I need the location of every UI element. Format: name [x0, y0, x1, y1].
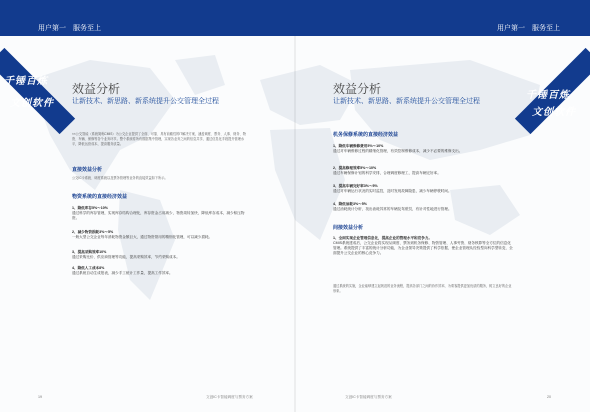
right-item-1-text: 通过对车辆维修过程的精细化管理，有效控制维修成本，减少不必要的维修支出。 [333, 149, 463, 153]
brand-line1-left: 千锤百炼 [4, 76, 48, 87]
right-item-3-title: 3、提高车辆完好率3%～5% [333, 184, 378, 188]
right-section2-block [333, 236, 513, 256]
right-footer-text: 文创IC卡智能调度与票务方案 [345, 395, 392, 399]
right-section2-text: CMIS系统建成后，公交企业将实现从调度、票务到机务保修、物资管理、人事劳资、财务核算等全方位的信息化管理。系统提供了丰富的统计分析功能，为企业领导决策提供了科学依据，使企业管理从经验型向科学型转变，全面提升公交企业的核心竞争力。 [333, 241, 513, 255]
header-slogan-left: 用户第一 服务至上 [38, 25, 101, 32]
right-page-subtitle: 让新技术、新思路、新系统提升公交管理全过程 [333, 98, 480, 105]
right-item-2-text: 通过车辆保修计划的科学安排，合理调度修理工，提高车辆完好率。 [333, 171, 441, 175]
left-sub-heading: 物资系统的直接经济效益 [72, 194, 128, 200]
left-page-number: 19 [38, 395, 42, 399]
right-page [295, 0, 590, 412]
right-page-title: 效益分析 [333, 82, 382, 96]
left-page-subtitle: 让新技术、新思路、新系统提升公交管理全过程 [72, 98, 219, 105]
right-item-4-text: 通过油耗统计分析，找出油耗异常的车辆及驾驶员，有针对性地进行管理。 [333, 207, 452, 211]
left-item-1-title: 1、降低库存5%～10% [72, 206, 108, 210]
left-item-1-text: 通过科学的库存管理，实现库存结构合理化，库存资金占用减少，物资周转加快，降低库存成本，减少积压物资。 [72, 211, 245, 220]
right-page-number: 20 [547, 395, 551, 399]
right-section2-heading: 间接效益分析 [333, 225, 364, 231]
left-intro-paragraph: ××公交智能（系统简称CMIS）为公交企业提供了全面、可靠、具有前瞻性的IT解决方案，涵盖调度、票务、人事、财务、物资、车辆、保修等各个业务环节。整个系统将所有数据集中管理，实现各业务之间的信息共享，通过信息化手段提升管理水平，降低运营成本，提高服务质量。 [72, 132, 246, 146]
right-item-1-title: 1、降低车辆维修费用5%～10% [333, 144, 384, 148]
right-item-4-title: 4、降低油耗3%～5% [333, 202, 367, 206]
right-item-2-title: 2、提高修理效率5%～10% [333, 166, 377, 170]
right-item-3-text: 通过对车辆运行状况的实时监控，及时发现故障隐患，减少车辆停驶时间。 [333, 189, 452, 193]
left-item-3-title: 3、提高采购效率10% [72, 250, 107, 254]
left-item-4 [72, 266, 250, 276]
left-section-heading: 直接效益分析 [72, 167, 103, 173]
header-slogan-right: 用户第一 服务至上 [497, 25, 560, 32]
right-item-4 [333, 202, 503, 212]
left-item-2-text: 一般大型公交企业每年消耗物资金额巨大，通过物资领用的精细化管理，可以减少损耗。 [72, 235, 213, 239]
right-item-2 [333, 166, 503, 176]
right-section2-text2: 通过系统的实施，企业能够建立起规范的业务流程，提高各部门之间的协作效率，为乘客提供更加优质的服务，树立良好的企业形象。 [333, 284, 512, 293]
brand-line1-right: 千锤百炼 [526, 90, 570, 101]
left-footer-text: 文创IC卡智能调度与票务方案 [206, 395, 253, 399]
right-item-1 [333, 144, 503, 154]
left-item-4-title: 4、降低人工成本8% [72, 266, 105, 270]
left-section-text: 公交IC卡系统、调度系统以及票务管理等业务的直接效益如下所示。 [72, 176, 168, 180]
brand-line2-right: 文创软件 [532, 107, 576, 118]
left-item-1 [72, 206, 250, 221]
left-page-title: 效益分析 [72, 82, 121, 96]
left-item-3 [72, 250, 250, 260]
left-item-4-text: 通过系统自动生成报表，减少手工统计工作量，提高工作效率。 [72, 271, 173, 275]
right-item-3 [333, 184, 503, 194]
right-section2-item-title: 1、全面实现企业管理信息化，提高企业的管理水平和竞争力。 [333, 236, 433, 240]
brand-line2-left: 文创软件 [10, 98, 54, 109]
left-item-3-text: 通过采购比价、供应商管理等功能，提高采购效率，节约采购成本。 [72, 255, 180, 259]
right-section-heading: 机务保修系统的直接经济效益 [333, 132, 399, 138]
left-item-2-title: 2、减少物资损耗3%～5% [72, 230, 114, 234]
left-item-2 [72, 230, 250, 240]
